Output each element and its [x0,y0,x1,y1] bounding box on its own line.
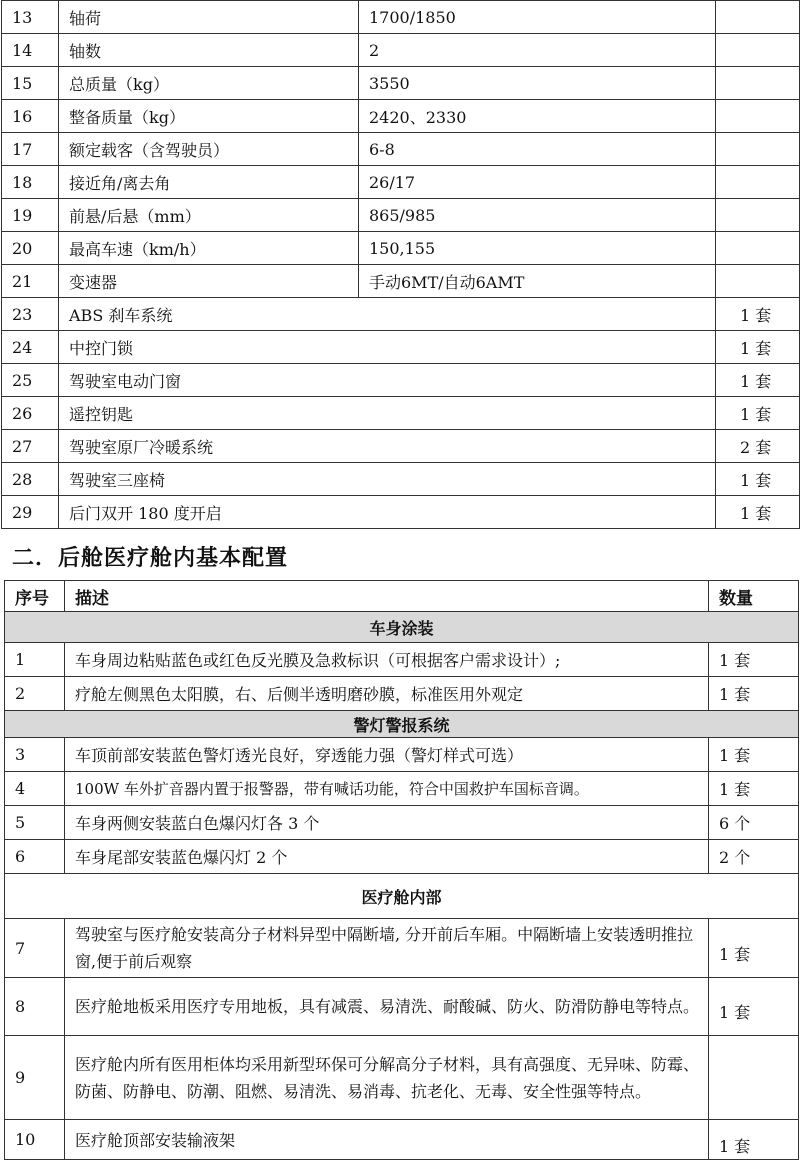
row-number: 9 [5,1036,65,1120]
row-description: 车身尾部安装蓝色爆闪灯 2 个 [65,840,709,874]
table-row [2,298,800,331]
table-row [5,1120,799,1160]
table-row [5,1036,799,1120]
table-row [2,199,800,232]
row-number: 13 [2,1,59,34]
table-row [2,100,800,133]
spec-value: 6-8 [359,133,716,166]
row-quantity: 1 套 [709,677,799,711]
row-number: 21 [2,265,59,298]
table-row [2,364,800,397]
spec-item: 总质量（kg） [59,67,359,100]
column-header-description: 描述 [65,581,709,612]
row-description: 医疗舱地板采用医疗专用地板，具有减震、易清洗、耐酸碱、防火、防滑防静电等特点。 [65,978,709,1036]
row-quantity: 1 套 [709,919,799,978]
row-number: 2 [5,677,65,711]
spec-qty [716,265,800,298]
row-number: 3 [5,738,65,772]
table-row [2,34,800,67]
option-item: 驾驶室原厂冷暖系统 [59,430,716,463]
table-row [5,840,799,874]
spec-qty [716,100,800,133]
row-quantity: 6 个 [709,806,799,840]
option-item: 中控门锁 [59,331,716,364]
row-number: 19 [2,199,59,232]
row-number: 1 [5,643,65,677]
table-row [5,978,799,1036]
row-description: 车顶前部安装蓝色警灯透光良好，穿透能力强（警灯样式可选） [65,738,709,772]
spec-item: 额定载客（含驾驶员） [59,133,359,166]
spec-value: 2 [359,34,716,67]
row-number: 29 [2,496,59,529]
spec-value: 2420、2330 [359,100,716,133]
spec-value: 26/17 [359,166,716,199]
row-number: 17 [2,133,59,166]
option-qty: 1 套 [716,463,800,496]
section-row [5,874,799,919]
spec-qty [716,34,800,67]
spec-qty [716,133,800,166]
row-number: 28 [2,463,59,496]
spec-item: 轴数 [59,34,359,67]
table-row [2,1,800,34]
row-number: 27 [2,430,59,463]
row-number: 8 [5,978,65,1036]
option-item: 驾驶室三座椅 [59,463,716,496]
row-description: 医疗舱内所有医用柜体均采用新型环保可分解高分子材料，具有高强度、无异味、防霉、防菌、防静电、防潮、阻燃、易清洗、易消毒、抗老化、无毒、安全性强等特点。 [65,1036,709,1120]
row-description: 100W 车外扩音器内置于报警器，带有喊话功能，符合中国救护车国标音调。 [65,772,709,806]
table-row [2,133,800,166]
table-header-row [5,581,799,612]
row-number: 5 [5,806,65,840]
row-description: 医疗舱顶部安装输液架 [65,1120,709,1160]
table-row [5,772,799,806]
table-row [2,397,800,430]
table-row [5,806,799,840]
row-number: 18 [2,166,59,199]
row-quantity: 1 套 [709,1120,799,1160]
row-description: 车身周边粘贴蓝色或红色反光膜及急救标识（可根据客户需求设计）; [65,643,709,677]
section-row [5,612,799,643]
row-number: 20 [2,232,59,265]
section-row [5,711,799,738]
spec-qty [716,199,800,232]
section-heading: 二．后舱医疗舱内基本配置 [12,546,289,571]
row-number: 15 [2,67,59,100]
table-row [2,496,800,529]
row-description: 疗舱左侧黑色太阳膜，右、后侧半透明磨砂膜，标准医用外观定 [65,677,709,711]
table-row [5,643,799,677]
row-number: 26 [2,397,59,430]
option-qty: 1 套 [716,496,800,529]
table-row [5,738,799,772]
table-row [5,919,799,978]
section-title: 警灯警报系统 [5,711,799,738]
spec-value: 3550 [359,67,716,100]
option-qty: 1 套 [716,298,800,331]
spec-qty [716,1,800,34]
option-qty: 2 套 [716,430,800,463]
row-number: 10 [5,1120,65,1160]
row-quantity: 1 套 [709,978,799,1036]
option-item: ABS 刹车系统 [59,298,716,331]
spec-qty [716,166,800,199]
option-item: 遥控钥匙 [59,397,716,430]
vehicle-spec-table [1,0,800,529]
row-number: 25 [2,364,59,397]
spec-item: 轴荷 [59,1,359,34]
row-quantity: 1 套 [709,772,799,806]
table-row [5,677,799,711]
row-quantity: 1 套 [709,738,799,772]
table-row [2,331,800,364]
row-quantity [709,1036,799,1120]
spec-value: 865/985 [359,199,716,232]
table-row [2,463,800,496]
option-qty: 1 套 [716,397,800,430]
option-item: 驾驶室电动门窗 [59,364,716,397]
spec-value: 150,155 [359,232,716,265]
table-row [2,166,800,199]
spec-item: 前悬/后悬（mm） [59,199,359,232]
option-qty: 1 套 [716,364,800,397]
section-title: 医疗舱内部 [5,874,799,919]
spec-qty [716,232,800,265]
medical-cabin-config-table [4,580,799,1160]
spec-value: 1700/1850 [359,1,716,34]
row-number: 14 [2,34,59,67]
spec-item: 最高车速（km/h） [59,232,359,265]
row-description: 车身两侧安装蓝白色爆闪灯各 3 个 [65,806,709,840]
row-number: 16 [2,100,59,133]
spec-item: 变速器 [59,265,359,298]
table-row [2,430,800,463]
row-number: 6 [5,840,65,874]
column-header-number: 序号 [5,581,65,612]
row-number: 23 [2,298,59,331]
row-number: 24 [2,331,59,364]
spec-item: 整备质量（kg） [59,100,359,133]
table-row [2,232,800,265]
row-number: 4 [5,772,65,806]
section-title: 车身涂装 [5,612,799,643]
spec-qty [716,67,800,100]
option-qty: 1 套 [716,331,800,364]
table-row [2,265,800,298]
column-header-quantity: 数量 [709,581,799,612]
spec-item: 接近角/离去角 [59,166,359,199]
option-item: 后门双开 180 度开启 [59,496,716,529]
row-quantity: 1 套 [709,643,799,677]
table-row [2,67,800,100]
row-number: 7 [5,919,65,978]
row-description: 驾驶室与医疗舱安装高分子材料异型中隔断墙, 分开前后车厢。中隔断墙上安装透明推拉窗,便于前后观察 [65,919,709,978]
spec-value: 手动6MT/自动6AMT [359,265,716,298]
row-quantity: 2 个 [709,840,799,874]
